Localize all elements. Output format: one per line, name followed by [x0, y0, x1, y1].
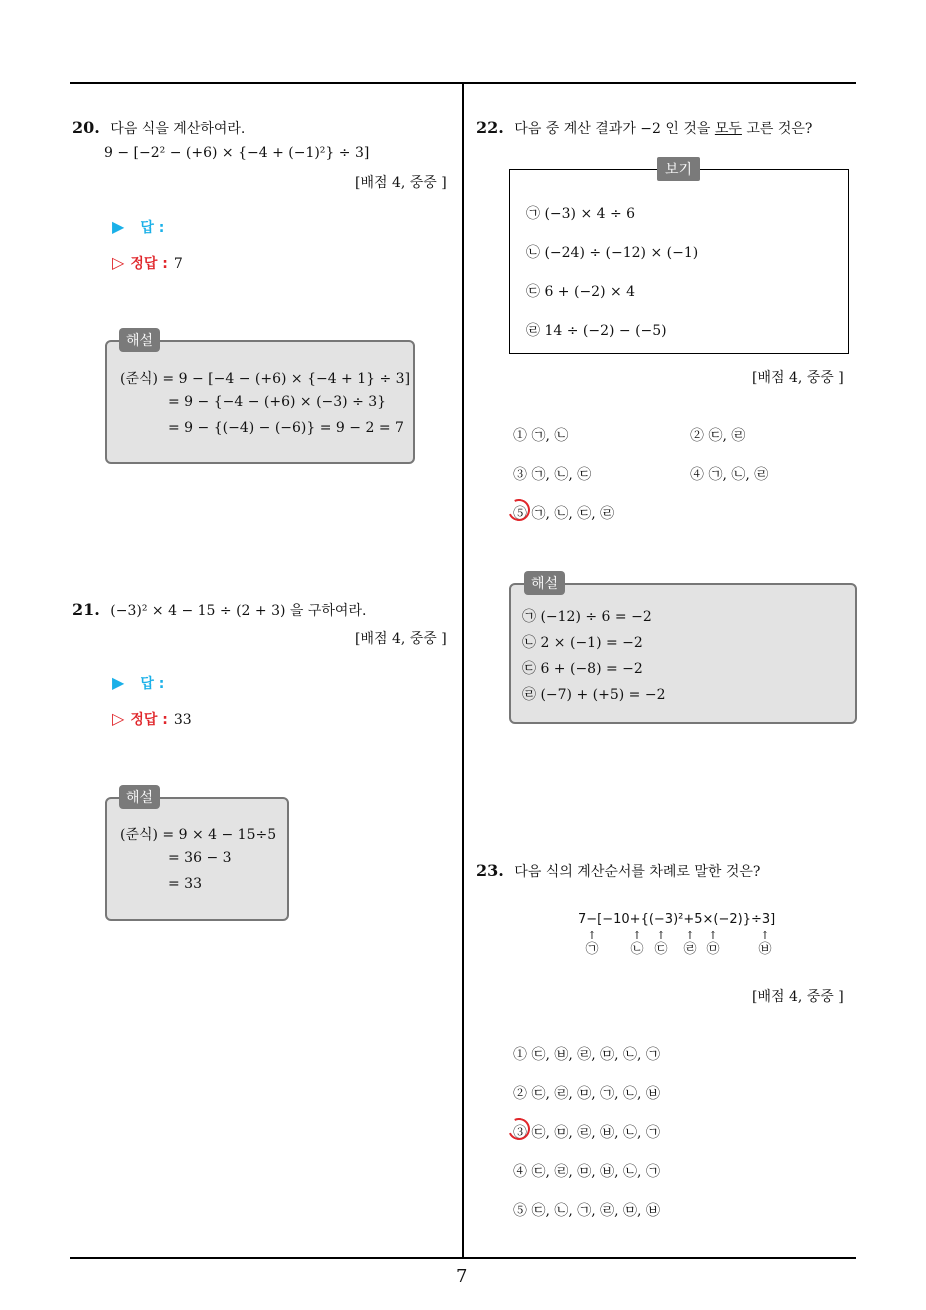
- order-label: ↑ ㉤: [706, 929, 720, 957]
- choice-3[interactable]: ③ ㉠, ㉡, ㉢: [513, 467, 592, 483]
- question-number: 20.: [72, 118, 100, 137]
- question-prompt: 다음 중 계산 결과가 −2 인 것을: [514, 121, 715, 137]
- choice-2[interactable]: ② ㉢, ㉣: [690, 428, 746, 444]
- question-number: 23.: [476, 861, 504, 880]
- column-divider: [462, 82, 464, 1258]
- question-20-expression: 9 − [−2² − (+6) × {−4 + (−1)²} ÷ 3]: [104, 145, 370, 161]
- order-label: ↑ ㉠: [585, 929, 599, 957]
- answer-label: 답 :: [140, 676, 165, 692]
- solution-line: ㉣ (−7) + (+5) = −2: [522, 687, 666, 703]
- solution-line: ㉠ (−12) ÷ 6 = −2: [522, 609, 652, 625]
- question-prompt: (−3)² × 4 − 15 ÷ (2 + 3) 을 구하여라.: [110, 603, 367, 619]
- choice-4[interactable]: ④ ㉠, ㉡, ㉣: [690, 467, 769, 483]
- bogi-item: ㉣ 14 ÷ (−2) − (−5): [526, 323, 667, 339]
- order-label: ↑ ㉡: [630, 929, 644, 957]
- bogi-item: ㉠ (−3) × 4 ÷ 6: [526, 206, 636, 222]
- correct-value: 33: [173, 712, 192, 728]
- solution-line: ㉢ 6 + (−8) = −2: [522, 661, 643, 677]
- solution-tag: 해설: [524, 571, 565, 595]
- bottom-rule: [70, 1257, 856, 1259]
- question-22-meta: [배점 4, 중중 ]: [752, 370, 844, 386]
- solution-line: = 9 − {(−4) − (−6)} = 9 − 2 = 7: [168, 420, 404, 436]
- question-23-header: [476, 861, 760, 881]
- question-prompt: 다음 식을 계산하여라.: [110, 121, 246, 137]
- solution-line: (준식) = 9 − [−4 − (+6) × {−4 + 1} ÷ 3]: [120, 371, 411, 387]
- correct-label: 정답 :: [130, 712, 168, 728]
- order-label: ↑ ㉣: [683, 929, 697, 957]
- correct-label: 정답 :: [130, 256, 168, 272]
- answer-label: 답 :: [140, 220, 165, 236]
- question-20-header: [72, 118, 245, 138]
- choice-5[interactable]: ⑤ ㉢, ㉡, ㉠, ㉣, ㉤, ㉥: [513, 1203, 660, 1219]
- question-number: 22.: [476, 118, 504, 137]
- solution-line: = 9 − {−4 − (+6) × (−3) ÷ 3}: [168, 394, 387, 410]
- outline-triangle-icon: ▷: [112, 253, 125, 272]
- question-prompt-emphasis: 모두: [714, 121, 742, 137]
- play-triangle-icon: ▶: [112, 217, 125, 236]
- order-label: ↑ ㉢: [654, 929, 668, 957]
- question-21-answer: [112, 673, 164, 693]
- bogi-item: ㉢ 6 + (−2) × 4: [526, 284, 636, 300]
- question-22-header: [476, 118, 812, 138]
- solution-line: = 36 − 3: [168, 850, 232, 866]
- solution-tag: 해설: [119, 328, 160, 352]
- question-21-header: [72, 600, 366, 620]
- choice-4[interactable]: ④ ㉢, ㉣, ㉤, ㉥, ㉡, ㉠: [513, 1164, 660, 1180]
- question-21-correct: [112, 709, 192, 729]
- choice-3[interactable]: ③ ㉢, ㉤, ㉣, ㉥, ㉡, ㉠: [513, 1125, 660, 1141]
- question-20-answer: [112, 217, 164, 237]
- question-23-expression: 7−[−10+{(−3)²+5×(−2)}÷3]: [578, 912, 776, 927]
- page-number: 7: [456, 1266, 468, 1287]
- bogi-tag: 보기: [657, 157, 700, 181]
- question-number: 21.: [72, 600, 100, 619]
- correct-value: 7: [173, 256, 183, 272]
- solution-line: = 33: [168, 876, 202, 892]
- solution-line: ㉡ 2 × (−1) = −2: [522, 635, 643, 651]
- choice-2[interactable]: ② ㉢, ㉣, ㉤, ㉠, ㉡, ㉥: [513, 1086, 660, 1102]
- question-prompt-end: 고른 것은?: [741, 121, 813, 137]
- bogi-item: ㉡ (−24) ÷ (−12) × (−1): [526, 245, 699, 261]
- choice-5[interactable]: ⑤ ㉠, ㉡, ㉢, ㉣: [513, 506, 615, 522]
- outline-triangle-icon: ▷: [112, 709, 125, 728]
- question-21-meta: [배점 4, 중중 ]: [355, 631, 447, 647]
- question-20-meta: [배점 4, 중중 ]: [355, 175, 447, 191]
- question-20-correct: [112, 253, 183, 273]
- choice-1[interactable]: ① ㉠, ㉡: [513, 428, 569, 444]
- question-prompt: 다음 식의 계산순서를 차례로 말한 것은?: [514, 864, 761, 880]
- question-23-meta: [배점 4, 중중 ]: [752, 989, 844, 1005]
- order-label: ↑ ㉥: [758, 929, 772, 957]
- choice-1[interactable]: ① ㉢, ㉥, ㉣, ㉤, ㉡, ㉠: [513, 1047, 660, 1063]
- solution-line: (준식) = 9 × 4 − 15÷5: [120, 827, 277, 843]
- solution-tag: 해설: [119, 785, 160, 809]
- play-triangle-icon: ▶: [112, 673, 125, 692]
